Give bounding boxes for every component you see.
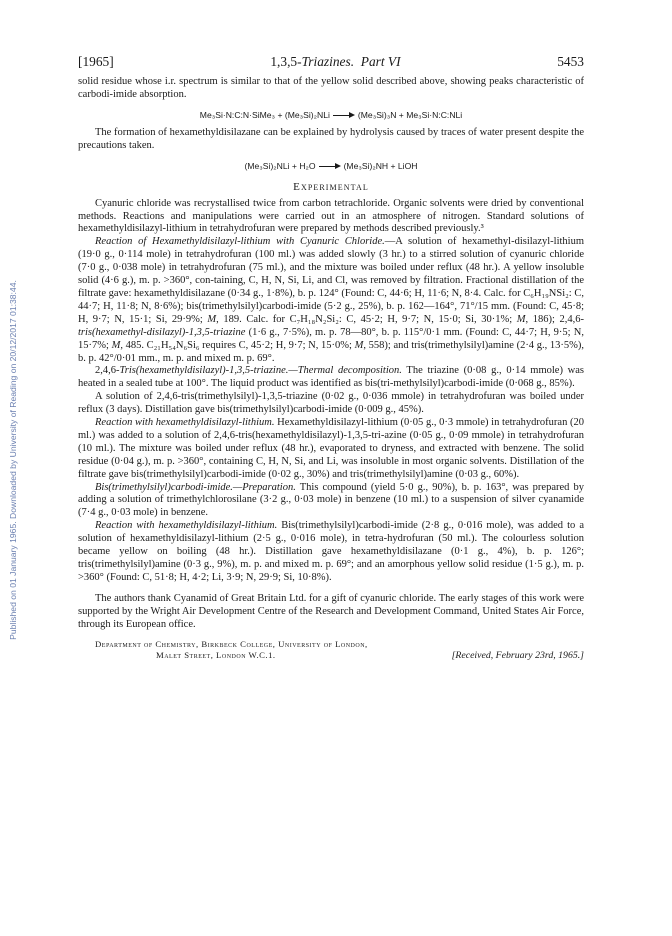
equation-hydrolysis: (Me₃Si)₂NLi + H₂O (Me₃Si)₂NH + LiOH [244, 160, 418, 171]
reaction-arrow-icon [319, 163, 341, 170]
download-watermark-text: Published on 01 January 1965. Downloaded by University of Reading on 20/12/2017 01:38:44. [8, 280, 18, 640]
header-year: [1965] [78, 54, 114, 69]
author-affiliation [78, 639, 584, 662]
intro-paragraph: solid residue whose i.r. spectrum is similar to that of the yellow solid described above, showing peaks characteristic of carbodi-imide absorption. [78, 76, 584, 100]
experimental-paragraph-2: Reaction of Hexamethyldisilazyl-lithium with Cyanuric Chloride.—A solution of hexamethyl-disilazyl-lithium (19·0 g., 0·114 mole) in tetrahydrofuran (100 ml.) was added slowly (3 hr.) to a stirred solution of cyanuric chloride (7·0 g., 0·038 mole) in tetrahydrofuran (75 ml.), and the mixture was boiled under reflux (48 hr.). A yellow insoluble solid (4·6 g.), m. p. >360°, con-taining, C, H, N, Si, Li, and Cl, was removed by filtration. Fractional distillation of the filtrate gave: hexamethyldisilazane (0·34 g., 1·8%), b. p. 124° (Found: C, 44·6; H, 11·6; N, 8·4. Calc. for C₆H₁₉NSi₂: C, 44·7; H, 11·8; N, 8·6%); bis(trimethylsilyl)carbodi-imide (5·2 g., 25%), b. p. 162—164°, 71°/15 mm. (Found: C, 45·8; H, 9·7; N, 15·1; Si, 29·9%; M, 189. Calc. for C₇H₁₈N₂Si₂: C, 45·2; H, 9·7; N, 15·0; Si, 30·1%; M, 186); 2,4,6-tris(hexamethyl-disilazyl)-1,3,5-triazine (1·6 g., 7·5%), m. p. 78—80°, b. p. 115°/0·1 mm. (Found: C, 44·7; H, 9·5; N, 15·7%; M, 485. C₂₁H₅₄N₆Si₆ requires C, 45·2; H, 9·7; N, 15·0%; M, 558); and tris(trimethylsilyl)amine (2·4 g., 13·5%), b. p. 42°/0·01 mm., m. p. and mixed m. p. 69°. [78, 236, 584, 364]
section-heading-experimental: Experimental [293, 180, 369, 193]
experimental-paragraph-5: Reaction with hexamethyldisilazyl-lithium. Hexamethyldisilazyl-lithium (0·05 g., 0·3 mmole) in tetrahydrofuran (20 ml.) was added to a solution of 2,4,6-tris(hexamethyldisilazyl)-1,3,5-tri-azine (0·05 g., 0·09 mmole) in tetrahydrofuran (10 ml.). The mixture was boiled under reflux (48 hr.), evaporated to dryness, and extracted with benzene. The solid residue (0·04 g.), m. p. >360°, containing C, H, N, Si, and Li, was insoluble in most organic solvents. Distillation of the filtrate gave bis(trimethylsilyl)carbodi-imide (0·02 g., 30%) and tris(trimethylsilyl)amine (0·03 g., 60%). [78, 417, 585, 480]
acknowledgement-paragraph: The authors thank Cyanamid of Great Britain Ltd. for a gift of cyanuric chloride. The early stages of this work were supported by the Wright Air Development Centre of the Research and Development Command, United States Air Force, through its European office. [78, 592, 584, 630]
experimental-paragraph-1: Cyanuric chloride was recrystallised twice from carbon tetrachloride. Organic solvents were dried by conventional methods. Reactions and manipulations were carried out in an atmosphere of nitrogen. Standard solutions of hexamethyldisilazyl-lithium in tetrahydrofuran were prepared by methods described previously.³ [78, 197, 584, 235]
running-header [78, 54, 584, 70]
equation-carbodiimide-reaction: Me₃Si·N:C:N·SiMe₃ + (Me₃Si)₂NLi (Me₃Si)₃N + Me₃Si·N:C:NLi [199, 109, 463, 120]
received-date: [Received, February 23rd, 1965.] [451, 650, 584, 662]
header-page-number: 5453 [557, 54, 584, 69]
reaction-arrow-icon [333, 112, 355, 119]
affiliation-line-1: Department of Chemistry, Birkbeck College, University of London, [95, 638, 368, 649]
experimental-paragraph-3: 2,4,6-Tris(hexamethyldisilazyl)-1,3,5-triazine.—Thermal decomposition. The triazine (0·08 g., 0·14 mmole) was heated in a sealed tube at 100°. The liquid product was identified as bis(tri-methylsilyl)carbodi-imide (0·068 g., 85%). [78, 365, 584, 390]
hydrolysis-paragraph: The formation of hexamethyldisilazane can be explained by hydrolysis caused by traces of water present despite the precautions taken. [78, 126, 584, 151]
article-page [78, 54, 584, 662]
header-title: 1,3,5-Triazines. Part VI [270, 54, 401, 69]
download-watermark [0, 180, 26, 740]
affiliation-line-2: Malet Street, London W.C.1. [Received, February 23rd, 1965.] [156, 650, 584, 662]
experimental-paragraph-7: Reaction with hexamethyldisilazyl-lithium. Bis(trimethylsilyl)carbodi-imide (2·8 g., 0·016 mole), was added to a solution of hexamethyldisilazyl-lithium (2·5 g., 0·016 mole), in tetra-hydrofuran (50 ml.). The colourless solution became yellow on boiling (48 hr.). Distillation gave hexamethyldisilazane (0·1 g., 4%), b. p. 126°; tris(trimethylsilyl)amine (0·3 g., 9%), m. p. and mixed m. p. 69°; and an amorphous yellow solid residue (1·5 g.), m. p. >360° (Found: C, 51·8; H, 4·2; Li, 3·9; N, 29·9; Si, 10·8%). [78, 520, 584, 583]
experimental-paragraph-6: Bis(trimethylsilyl)carbodi-imide.—Preparation. This compound (yield 5·0 g., 90%), b. p. 163°, was prepared by adding a solution of trimethylchlorosilane (3·2 g., 0·03 mole) in benzene (10 ml.) to a suspension of silver cyanamide (7·4 g., 0·03 mole) in benzene. [78, 481, 584, 519]
experimental-paragraph-4: A solution of 2,4,6-tris(trimethylsilyl)-1,3,5-triazine (0·02 g., 0·036 mmole) in tetrahydrofuran was boiled under reflux (3 days). Distillation gave bis(trimethylsilyl)carbodi-imide (0·009 g., 45%). [78, 391, 584, 416]
